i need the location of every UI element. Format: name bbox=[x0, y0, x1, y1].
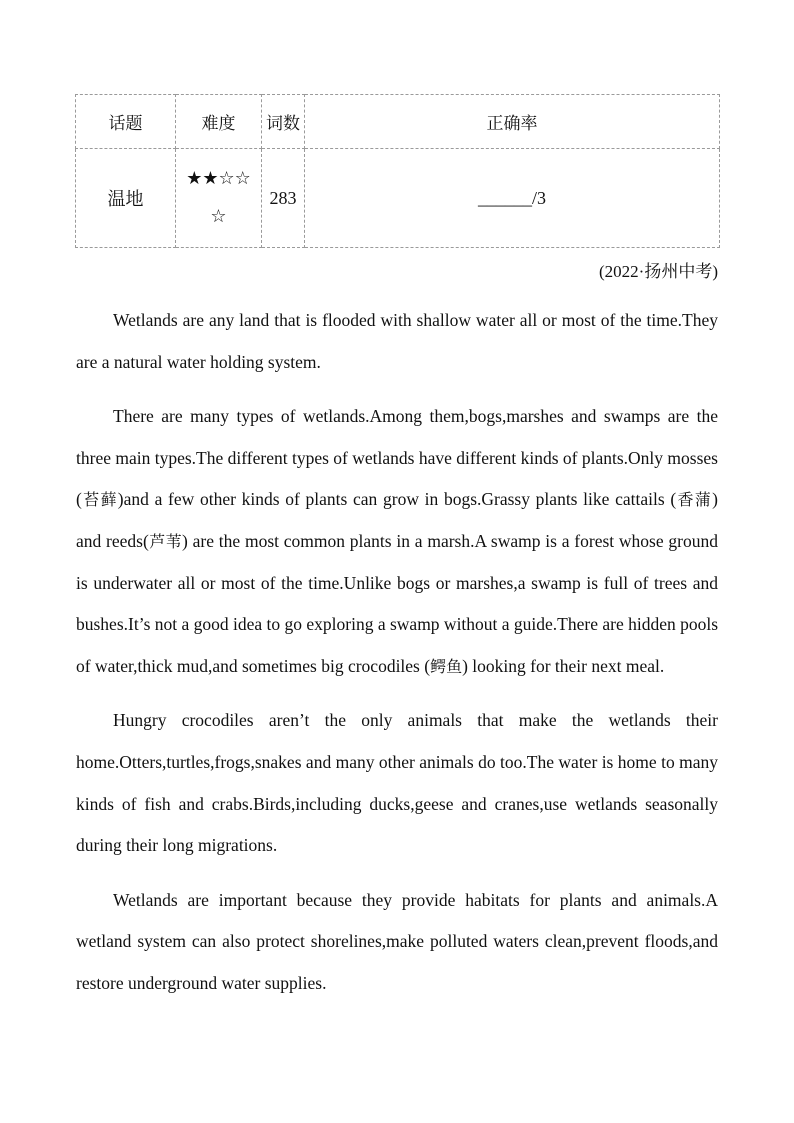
table-row bbox=[76, 149, 720, 248]
paragraph-2-text-4: ) are the most common plants in a marsh.A swamp is a forest whose ground is underwater all or most of the time.Unlike bogs or marshes,a swamp is full of trees and bushes.It’s not a good idea to go exploring a swamp without a guide.There are hidden pools of water,thick mud,and sometimes big crocodiles ( bbox=[76, 530, 719, 676]
header-difficulty: 难度 bbox=[176, 95, 262, 149]
paragraph-2-text-3: ) and reeds( bbox=[76, 489, 718, 551]
header-topic: 话题 bbox=[76, 95, 176, 149]
word-count-cell: 283 bbox=[262, 149, 305, 248]
paragraph-2 bbox=[76, 396, 718, 687]
gloss-reeds: 芦苇 bbox=[148, 531, 183, 551]
paragraph-4: Wetlands are important because they provide habitats for plants and animals.A wetland system can also protect shorelines,make polluted waters clean,prevent floods,and restore underground water supplies. bbox=[76, 889, 718, 993]
reading-passage bbox=[76, 300, 718, 1018]
gloss-mosses: 苔藓 bbox=[81, 490, 118, 510]
table-header-row bbox=[76, 95, 720, 149]
gloss-cattails: 香蒲 bbox=[676, 490, 713, 510]
paragraph-2-text-2: )and a few other kinds of plants can grow in bogs.Grassy plants like cattails ( bbox=[117, 489, 677, 510]
info-table bbox=[75, 94, 720, 248]
paragraph-3: Hungry crocodiles aren’t the only animals that make the wetlands their home.Otters,turtles,frogs,snakes and many other animals do too.The water is home to many kinds of fish and crabs.Birds,including ducks,geese and cranes,use wetlands seasonally during their long migrations. bbox=[76, 710, 718, 856]
header-word-count: 词数 bbox=[262, 95, 305, 149]
gloss-crocodiles: 鳄鱼 bbox=[430, 656, 463, 676]
source-citation: (2022·扬州中考) bbox=[599, 262, 718, 281]
paragraph-2-text-1: There are many types of wetlands.Among them,bogs,marshes and swamps are the three main types.The different types of wetlands have different kinds of plants.Only mosses ( bbox=[76, 406, 718, 510]
header-accuracy: 正确率 bbox=[305, 95, 720, 149]
difficulty-stars: ★★☆☆☆ bbox=[176, 149, 262, 248]
paragraph-1: Wetlands are any land that is flooded with shallow water all or most of the time.They are a natural water holding system. bbox=[76, 310, 718, 372]
accuracy-cell: ______/3 bbox=[305, 149, 720, 248]
topic-cell: 温地 bbox=[76, 149, 176, 248]
paragraph-2-text-5: ) looking for their next meal. bbox=[462, 655, 665, 676]
